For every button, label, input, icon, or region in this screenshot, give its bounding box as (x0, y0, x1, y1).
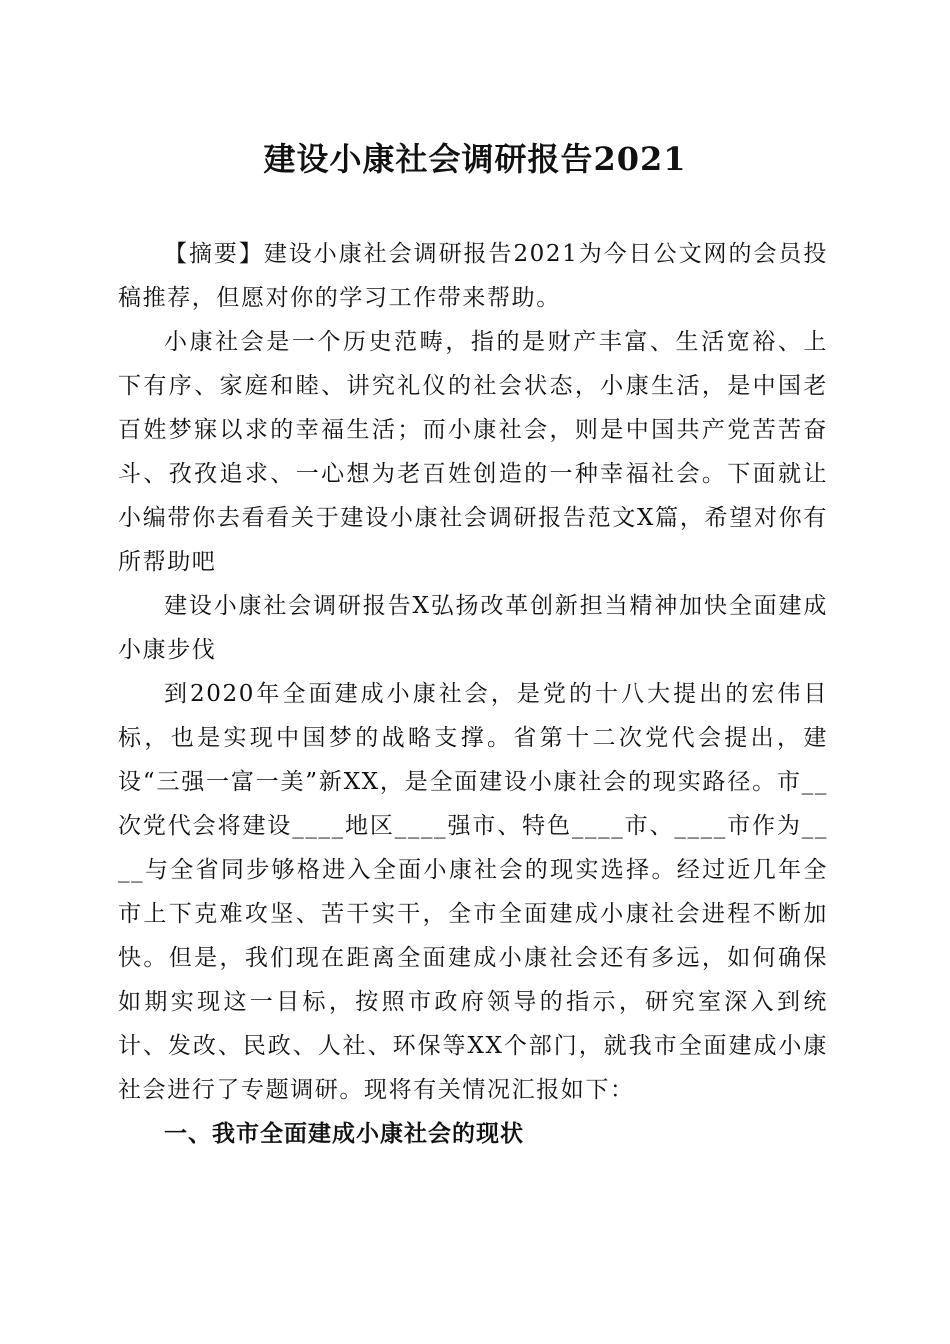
document-body (118, 232, 828, 1156)
abstract-paragraph: 【摘要】建设小康社会调研报告2021为今日公文网的会员投稿推荐，但愿对你的学习工作带来帮助。 (118, 241, 828, 311)
section-heading: 一、我市全面建成小康社会的现状 (164, 1121, 524, 1147)
document-title: 建设小康社会调研报告2021 (263, 140, 687, 178)
intro-paragraph: 小康社会是一个历史范畴，指的是财产丰富、生活宽裕、上下有序、家庭和睦、讲究礼仪的社会状态，小康生活，是中国老百姓梦寐以求的幸福生活；而小康社会，则是中国共产党苦苦奋斗、孜孜追求、一心想为老百姓创造的一种幸福社会。下面就让小编带你去看看关于建设小康社会调研报告范文X篇，希望对你有所帮助吧 (118, 329, 828, 575)
report-subtitle-paragraph: 建设小康社会调研报告X弘扬改革创新担当精神加快全面建成小康步伐 (118, 593, 828, 663)
background-paragraph: 到2020年全面建成小康社会，是党的十八大提出的宏伟目标，也是实现中国梦的战略支撑。省第十二次党代会提出，建设“三强一富一美”新XX，是全面建设小康社会的现实路径。市__次党代会将建设____地区____强市、特色____市、____市作为____与全省同步够格进入全面小康社会的现实选择。经过近几年全市上下克难攻坚、苦干实干，全市全面建成小康社会进程不断加快。但是，我们现在距离全面建成小康社会还有多远，如何确保如期实现这一目标，按照市政府领导的指示，研究室深入到统计、发改、民政、人社、环保等XX个部门，就我市全面建成小康社会进行了专题调研。现将有关情况汇报如下： (118, 681, 828, 1103)
